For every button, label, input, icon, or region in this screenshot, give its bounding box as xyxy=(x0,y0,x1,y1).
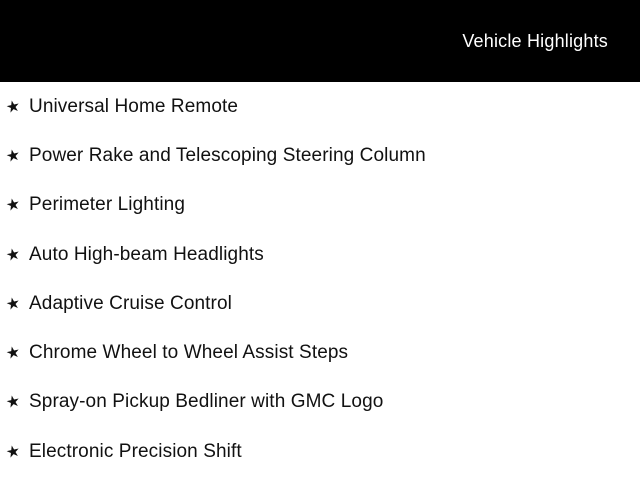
highlight-label: Perimeter Lighting xyxy=(29,194,185,216)
list-item xyxy=(0,279,640,328)
star-icon: ★ xyxy=(4,146,22,167)
highlight-label: Spray-on Pickup Bedliner with GMC Logo xyxy=(29,391,384,413)
star-icon: ★ xyxy=(4,393,22,413)
vehicle-highlights-header xyxy=(0,0,640,82)
list-item xyxy=(0,427,640,476)
list-item xyxy=(0,328,640,377)
highlight-label: Adaptive Cruise Control xyxy=(29,292,232,314)
star-icon: ★ xyxy=(4,245,22,265)
highlight-label: Auto High-beam Headlights xyxy=(29,243,264,265)
page-title: Vehicle Highlights xyxy=(462,30,608,51)
highlight-label: Universal Home Remote xyxy=(29,95,239,117)
highlight-label: Chrome Wheel to Wheel Assist Steps xyxy=(29,342,349,364)
list-item xyxy=(0,378,640,427)
star-icon: ★ xyxy=(4,195,22,216)
list-item xyxy=(0,230,640,279)
star-icon: ★ xyxy=(4,97,22,117)
list-item xyxy=(0,82,640,131)
highlight-label: Power Rake and Telescoping Steering Column xyxy=(29,144,426,166)
list-item xyxy=(0,131,640,180)
star-icon: ★ xyxy=(4,442,22,462)
star-icon: ★ xyxy=(4,294,22,315)
highlight-label: Electronic Precision Shift xyxy=(29,440,242,462)
list-item xyxy=(0,181,640,230)
vehicle-highlights-list xyxy=(0,82,640,476)
star-icon: ★ xyxy=(4,343,22,364)
